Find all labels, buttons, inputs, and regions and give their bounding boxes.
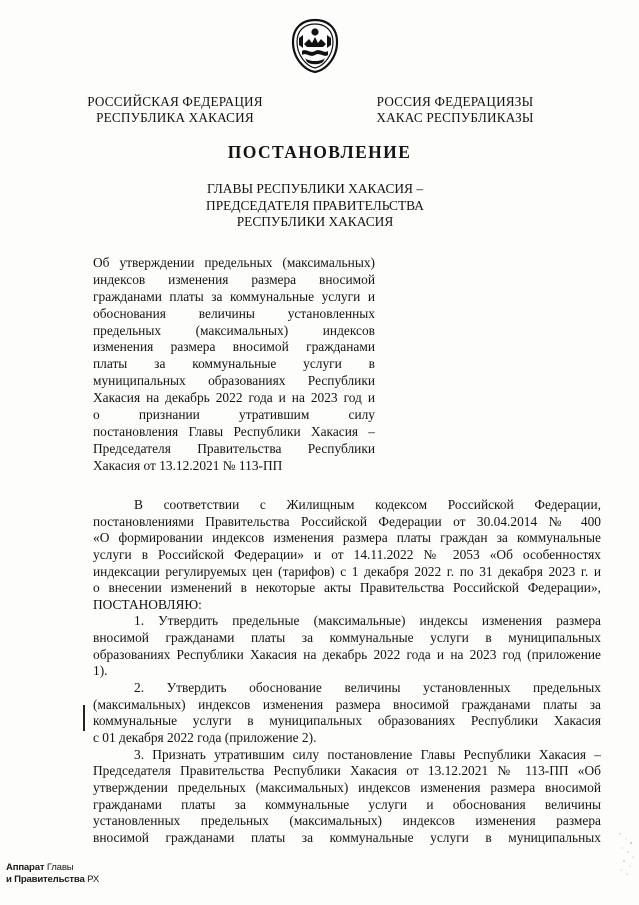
subject-block (93, 255, 375, 475)
header-russian (70, 94, 280, 126)
body-line: «О формировании индексов изменения размера платы граждан за коммунальные (93, 530, 601, 546)
subject-line: Хакасия на декабрь 2022 года и на 2023 год и (93, 390, 375, 406)
issuer-line-1: ГЛАВЫ РЕСПУБЛИКИ ХАКАСИЯ – (206, 181, 424, 196)
issuer-line-2: ПРЕДСЕДАТЕЛЯ ПРАВИТЕЛЬСТВА (206, 197, 424, 213)
issuer (100, 181, 530, 231)
body-line-decree: ПОСТАНОВЛЯЮ: (93, 596, 202, 612)
subject-line: муниципальных образованиях Республики (93, 373, 375, 389)
stamp-word-2: Главы (46, 862, 74, 873)
body-line-item-2: 2. Утвердить обоснование величины установленных предельных (134, 680, 601, 696)
body-line-item-3: 3. Признать утратившим силу постановление Главы Республики Хакасия – (134, 746, 601, 762)
subject-line: предельных (максимальных) индексов (93, 322, 375, 338)
body-line: вносимой гражданами платы за коммунальные услуги в муниципальных (93, 630, 601, 646)
body-line: индексации регулируемых цен (тарифов) с 1 декабря 2022 г. по 31 декабря 2023 г. и (93, 563, 601, 579)
subject-line: гражданами платы за коммунальные услуги и (93, 288, 375, 304)
subject-line: обоснования величины установленных (93, 305, 375, 321)
office-stamp (6, 862, 99, 885)
body-line: установленных предельных (максимальных) индексов изменения размера (93, 813, 601, 829)
stamp-word-3: и Правительства (6, 873, 85, 885)
subject-line: Хакасия от 13.12.2021 № 113-ПП (93, 457, 283, 473)
header-left-line-1: РОССИЙСКАЯ ФЕДЕРАЦИЯ (87, 94, 263, 109)
body-text (93, 497, 601, 846)
subject-line: постановления Главы Республики Хакасия – (93, 423, 375, 439)
stamp-word-4: РХ (87, 873, 100, 885)
body-line: с 01 декабря 2022 года (приложение 2). (93, 729, 317, 745)
body-line: В соответствии с Жилищным кодексом Российской Федерации, (134, 497, 601, 512)
body-line: услуги в Российской Федерации» и от 14.11.2022 № 2053 «Об особенностях (93, 546, 601, 562)
issuer-line-3: РЕСПУБЛИКИ ХАКАСИЯ (236, 214, 394, 229)
body-line: коммунальные услуги в муниципальных образованиях Республики Хакасия (93, 713, 601, 729)
header-khakas (365, 94, 545, 126)
body-line: Председателя Правительства Республики Хакасия от 13.12.2021 № 113-ПП «Об (93, 763, 601, 779)
stamp-word-1: Аппарат (6, 862, 45, 873)
document-type: ПОСТАНОВЛЕНИЕ (227, 142, 412, 162)
header-right-line-2: ХАКАС РЕСПУБЛИКАЗЫ (376, 110, 534, 125)
header-left-line-2: РЕСПУБЛИКА ХАКАСИЯ (96, 110, 254, 125)
body-line: о внесении изменений в некоторые акты Правительства Российской Федерации», (93, 580, 601, 596)
subject-line: Об утверждении предельных (максимальных) (93, 255, 375, 270)
subject-line: индексов изменения размера вносимой (93, 271, 375, 287)
subject-line: платы за коммунальные услуги в (93, 356, 375, 372)
body-line: утверждении предельных (максимальных) индексов изменения размера вносимой (93, 779, 601, 795)
subject-line: изменения размера вносимой гражданами (93, 339, 375, 355)
body-line: гражданами платы за коммунальные услуги и обоснования величины (93, 796, 601, 812)
body-line: постановлениями Правительства Российской Федерации от 30.04.2014 № 400 (93, 513, 601, 529)
body-line-item-1: 1. Утвердить предельные (максимальные) индексы изменения размера (134, 613, 601, 629)
body-line: вносимой гражданами платы за коммунальные услуги в муниципальных (93, 829, 601, 845)
header-right-line-1: РОССИЯ ФЕДЕРАЦИЯЗЫ (376, 94, 534, 109)
subject-line: Председателя Правительства Республики (93, 440, 375, 456)
coat-of-arms-icon (290, 18, 340, 74)
scan-noise (612, 828, 638, 878)
body-line: (максимальных) индексов изменения размера вносимой гражданами платы за (93, 696, 601, 712)
body-line: 1). (93, 663, 108, 679)
margin-mark (83, 705, 85, 731)
subject-line: о признании утратившим силу (93, 407, 375, 423)
body-line: образованиях Республики Хакасия на декабрь 2022 года и на 2023 год (приложение (93, 646, 601, 662)
